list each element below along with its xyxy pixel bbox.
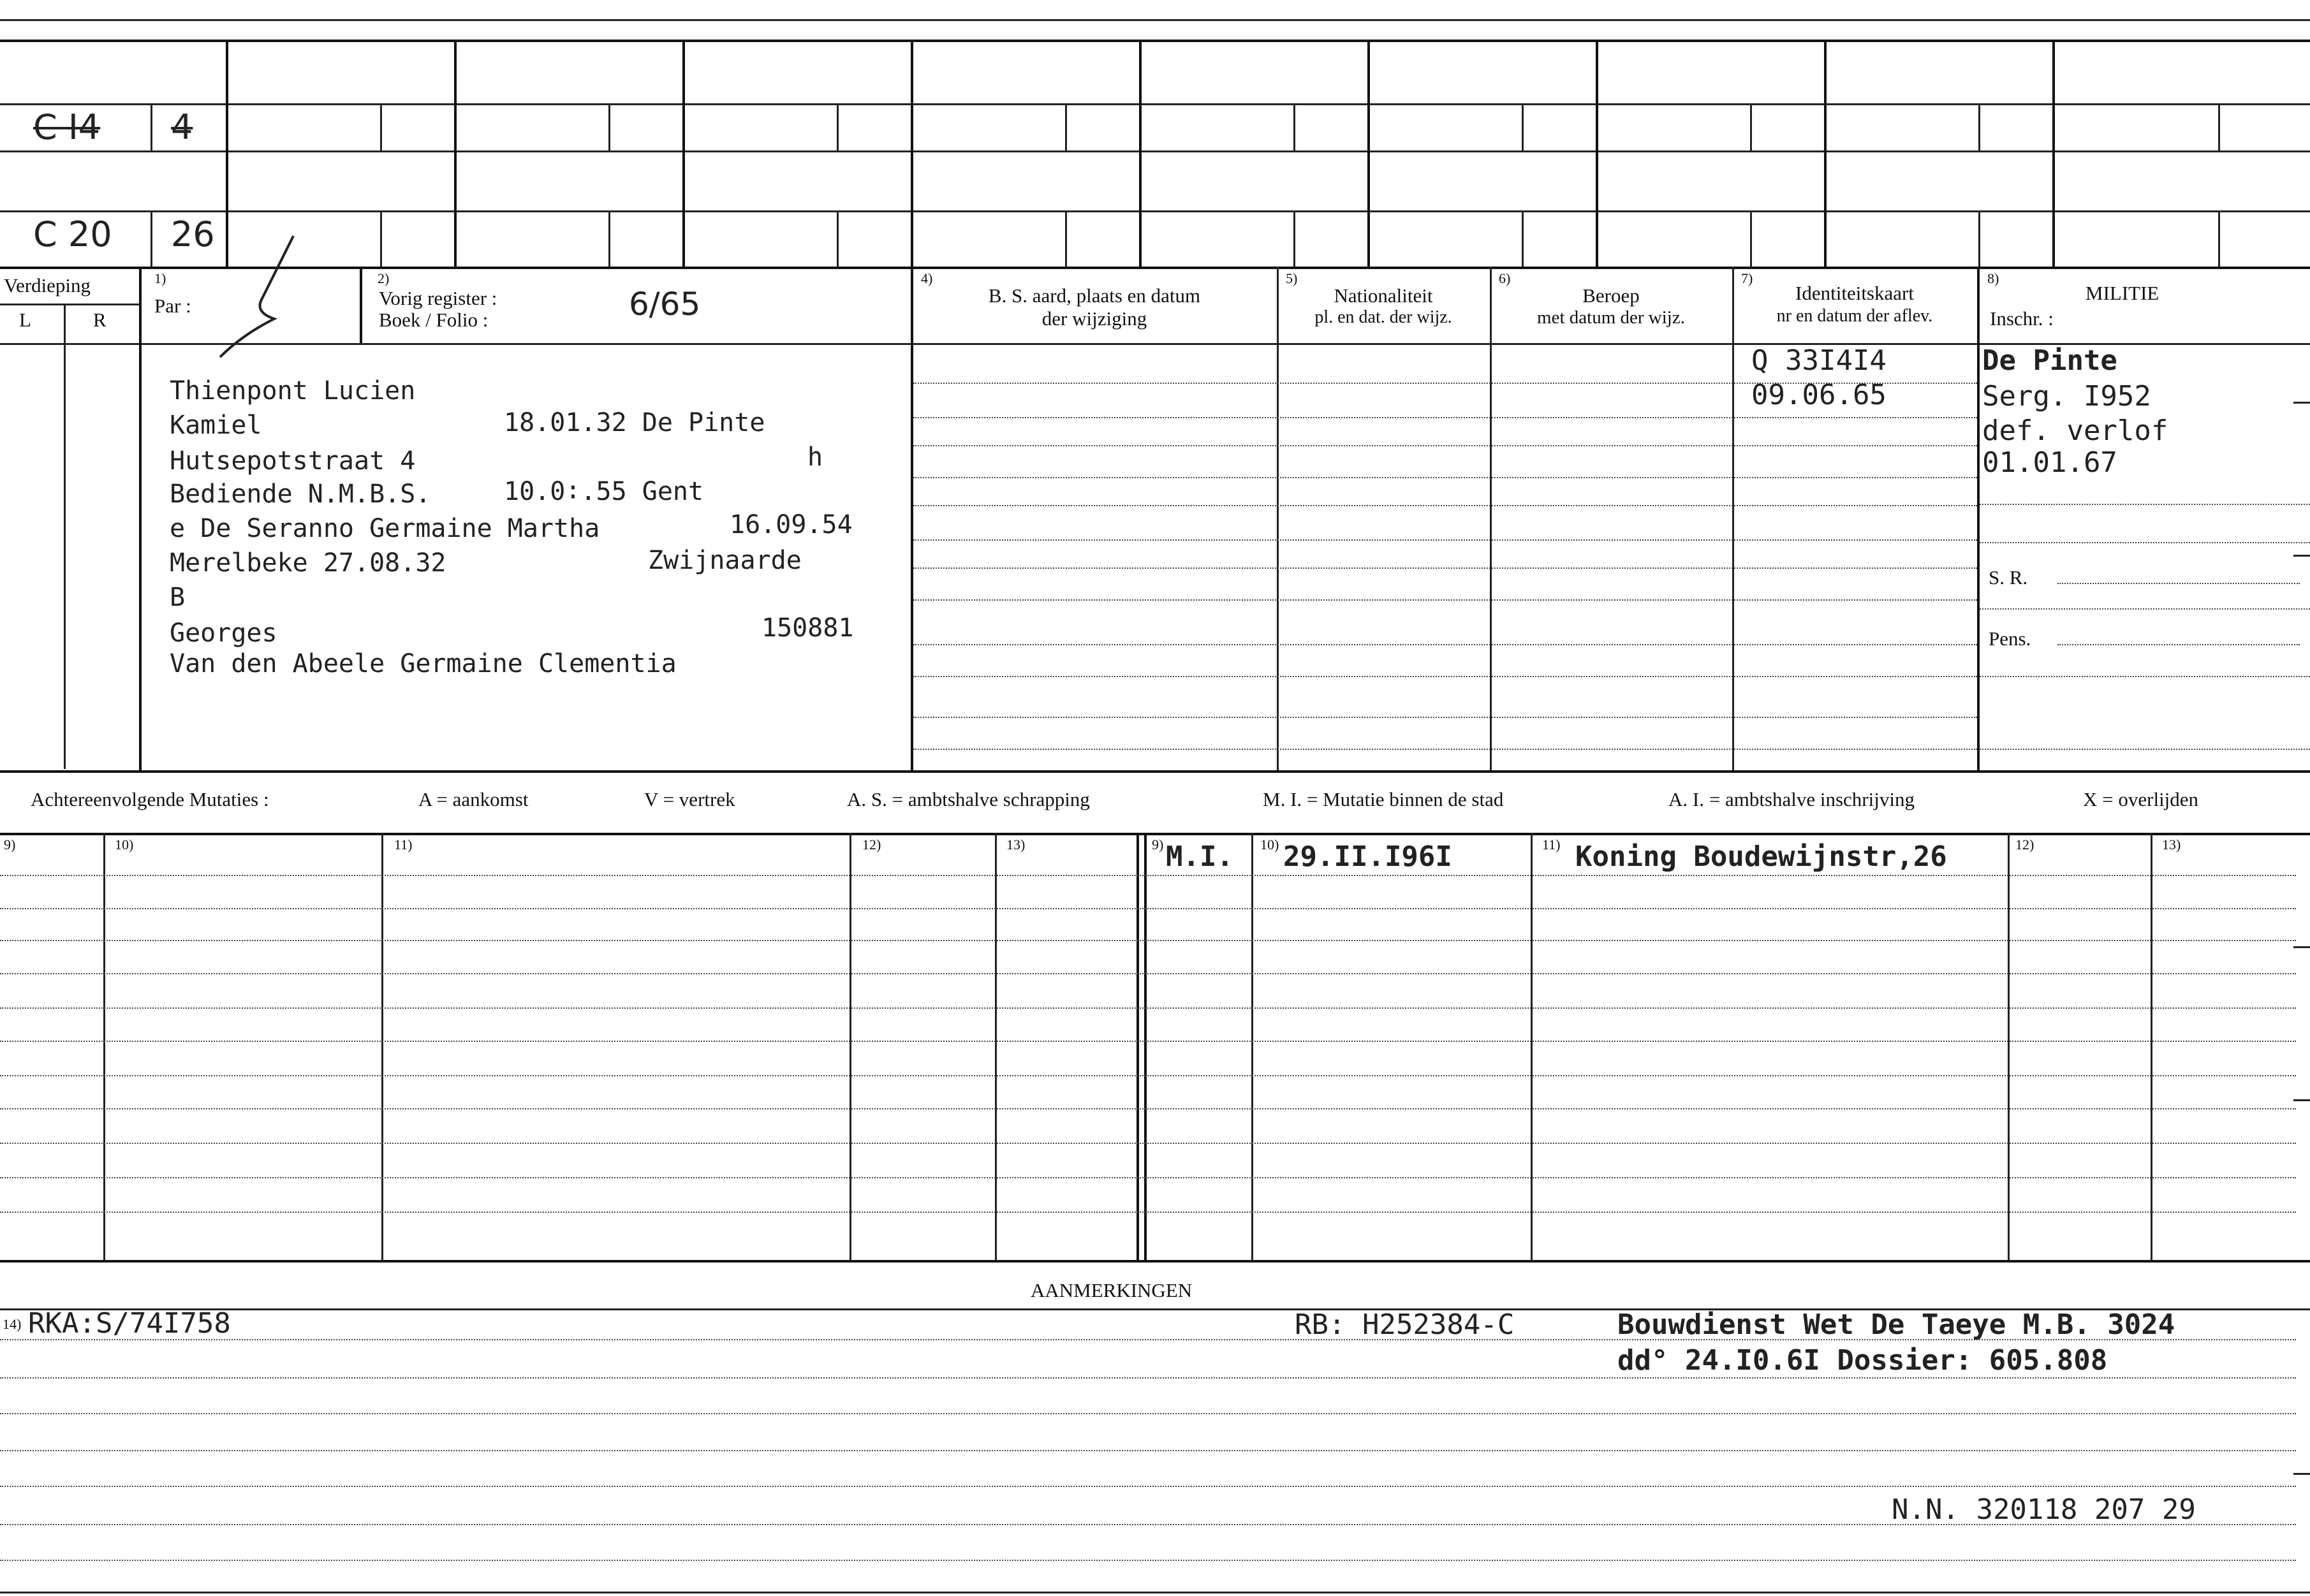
- bs-header-line1: B. S. aard, plaats en datum: [988, 284, 1201, 307]
- legend-as: A. S. = ambtshalve schrapping: [847, 788, 1090, 810]
- bouwdienst-line2: dd° 24.I0.6I Dossier: 605.808: [1617, 1344, 2108, 1377]
- address: Hutsepotstraat 4: [170, 446, 416, 476]
- beroep-header: Beroep: [1582, 284, 1640, 307]
- mother-name: Van den Abeele Germaine Clementia: [170, 649, 677, 678]
- aanmerkingen-title: AANMERKINGEN: [1031, 1279, 1193, 1301]
- bouwdienst-line1: Bouwdienst Wet De Taeye M.B. 3024: [1617, 1308, 2175, 1341]
- beroep-subheader: met datum der wijz.: [1537, 307, 1685, 328]
- vorig-register-label: Vorig register :: [379, 287, 497, 309]
- letter-b: B: [170, 583, 186, 612]
- birth-date-place: 18.01.32 De Pinte: [504, 408, 765, 437]
- identiteitskaart-subheader: nr en datum der aflev.: [1776, 306, 1933, 326]
- handwritten-scribble: [217, 223, 319, 363]
- boek-folio-value: 6/65: [629, 286, 701, 323]
- verdieping-right: R: [93, 309, 107, 331]
- marriage-place: Zwijnaarde: [648, 546, 802, 575]
- par-label: Par :: [154, 295, 191, 317]
- profession-date: 10.0∶.55 Gent: [504, 477, 704, 506]
- marriage-date: 16.09.54: [730, 510, 853, 539]
- sr-label: S. R.: [1989, 566, 2028, 589]
- militie-leave: def. verlof: [1982, 414, 2168, 447]
- old-register-number: 4: [171, 107, 193, 147]
- rb-number: RB: H252384-C: [1295, 1308, 1515, 1341]
- register-number: 26: [171, 214, 215, 254]
- mutaties-label: Achtereenvolgende Mutaties :: [31, 788, 269, 810]
- spouse: e De Seranno Germaine Martha: [170, 514, 600, 543]
- top-edge-line: [0, 19, 2310, 21]
- nn-number: N.N. 320118 207 29: [1892, 1493, 2196, 1526]
- legend-ai: A. I. = ambtshalve inschrijving: [1668, 788, 1915, 810]
- legend-mi: M. I. = Mutatie binnen de stad: [1263, 788, 1504, 810]
- nationaliteit-header: Nationaliteit: [1334, 284, 1433, 307]
- mutation-address: Koning Boudewijnstr,26: [1575, 840, 1947, 873]
- reference-number: 150881: [761, 613, 854, 643]
- first-names: Kamiel: [170, 411, 262, 440]
- mutation-date: 29.II.I96I: [1283, 840, 1452, 873]
- old-register-code: C I4: [33, 107, 101, 147]
- militie-place: De Pinte: [1982, 344, 2117, 377]
- rka-number: RKA:S/74I758: [28, 1307, 231, 1340]
- bs-header-line2: der wijziging: [1041, 307, 1147, 330]
- identiteitskaart-header: Identiteitskaart: [1795, 282, 1914, 304]
- address-marker: h: [807, 443, 823, 472]
- spouse-birth: Merelbeke 27.08.32: [170, 548, 446, 578]
- id-card-number: Q 33I4I4: [1751, 344, 1887, 377]
- militie-header: MILITIE: [2086, 282, 2159, 304]
- verdieping-left: L: [19, 309, 31, 331]
- father-name: Georges: [170, 619, 277, 648]
- inschr-label: Inschr. :: [1990, 307, 2054, 330]
- legend-v: V = vertrek: [644, 788, 735, 810]
- legend-a: A = aankomst: [418, 788, 529, 810]
- id-card-date: 09.06.65: [1751, 379, 1887, 411]
- pens-label: Pens.: [1989, 627, 2031, 650]
- profession: Bediende N.M.B.S.: [170, 480, 431, 509]
- legend-x: X = overlijden: [2083, 788, 2199, 810]
- register-code: C 20: [33, 214, 112, 254]
- name-line: Thienpont Lucien: [170, 376, 416, 406]
- top-border: [0, 40, 2310, 42]
- militie-leave-date: 01.01.67: [1982, 446, 2117, 479]
- militie-rank: Serg. I952: [1982, 380, 2151, 413]
- verdieping-label: Verdieping: [4, 274, 91, 297]
- mutation-type: M.I.: [1166, 840, 1233, 873]
- nationaliteit-subheader: pl. en dat. der wijz.: [1314, 307, 1452, 327]
- boek-folio-label: Boek / Folio :: [379, 309, 489, 331]
